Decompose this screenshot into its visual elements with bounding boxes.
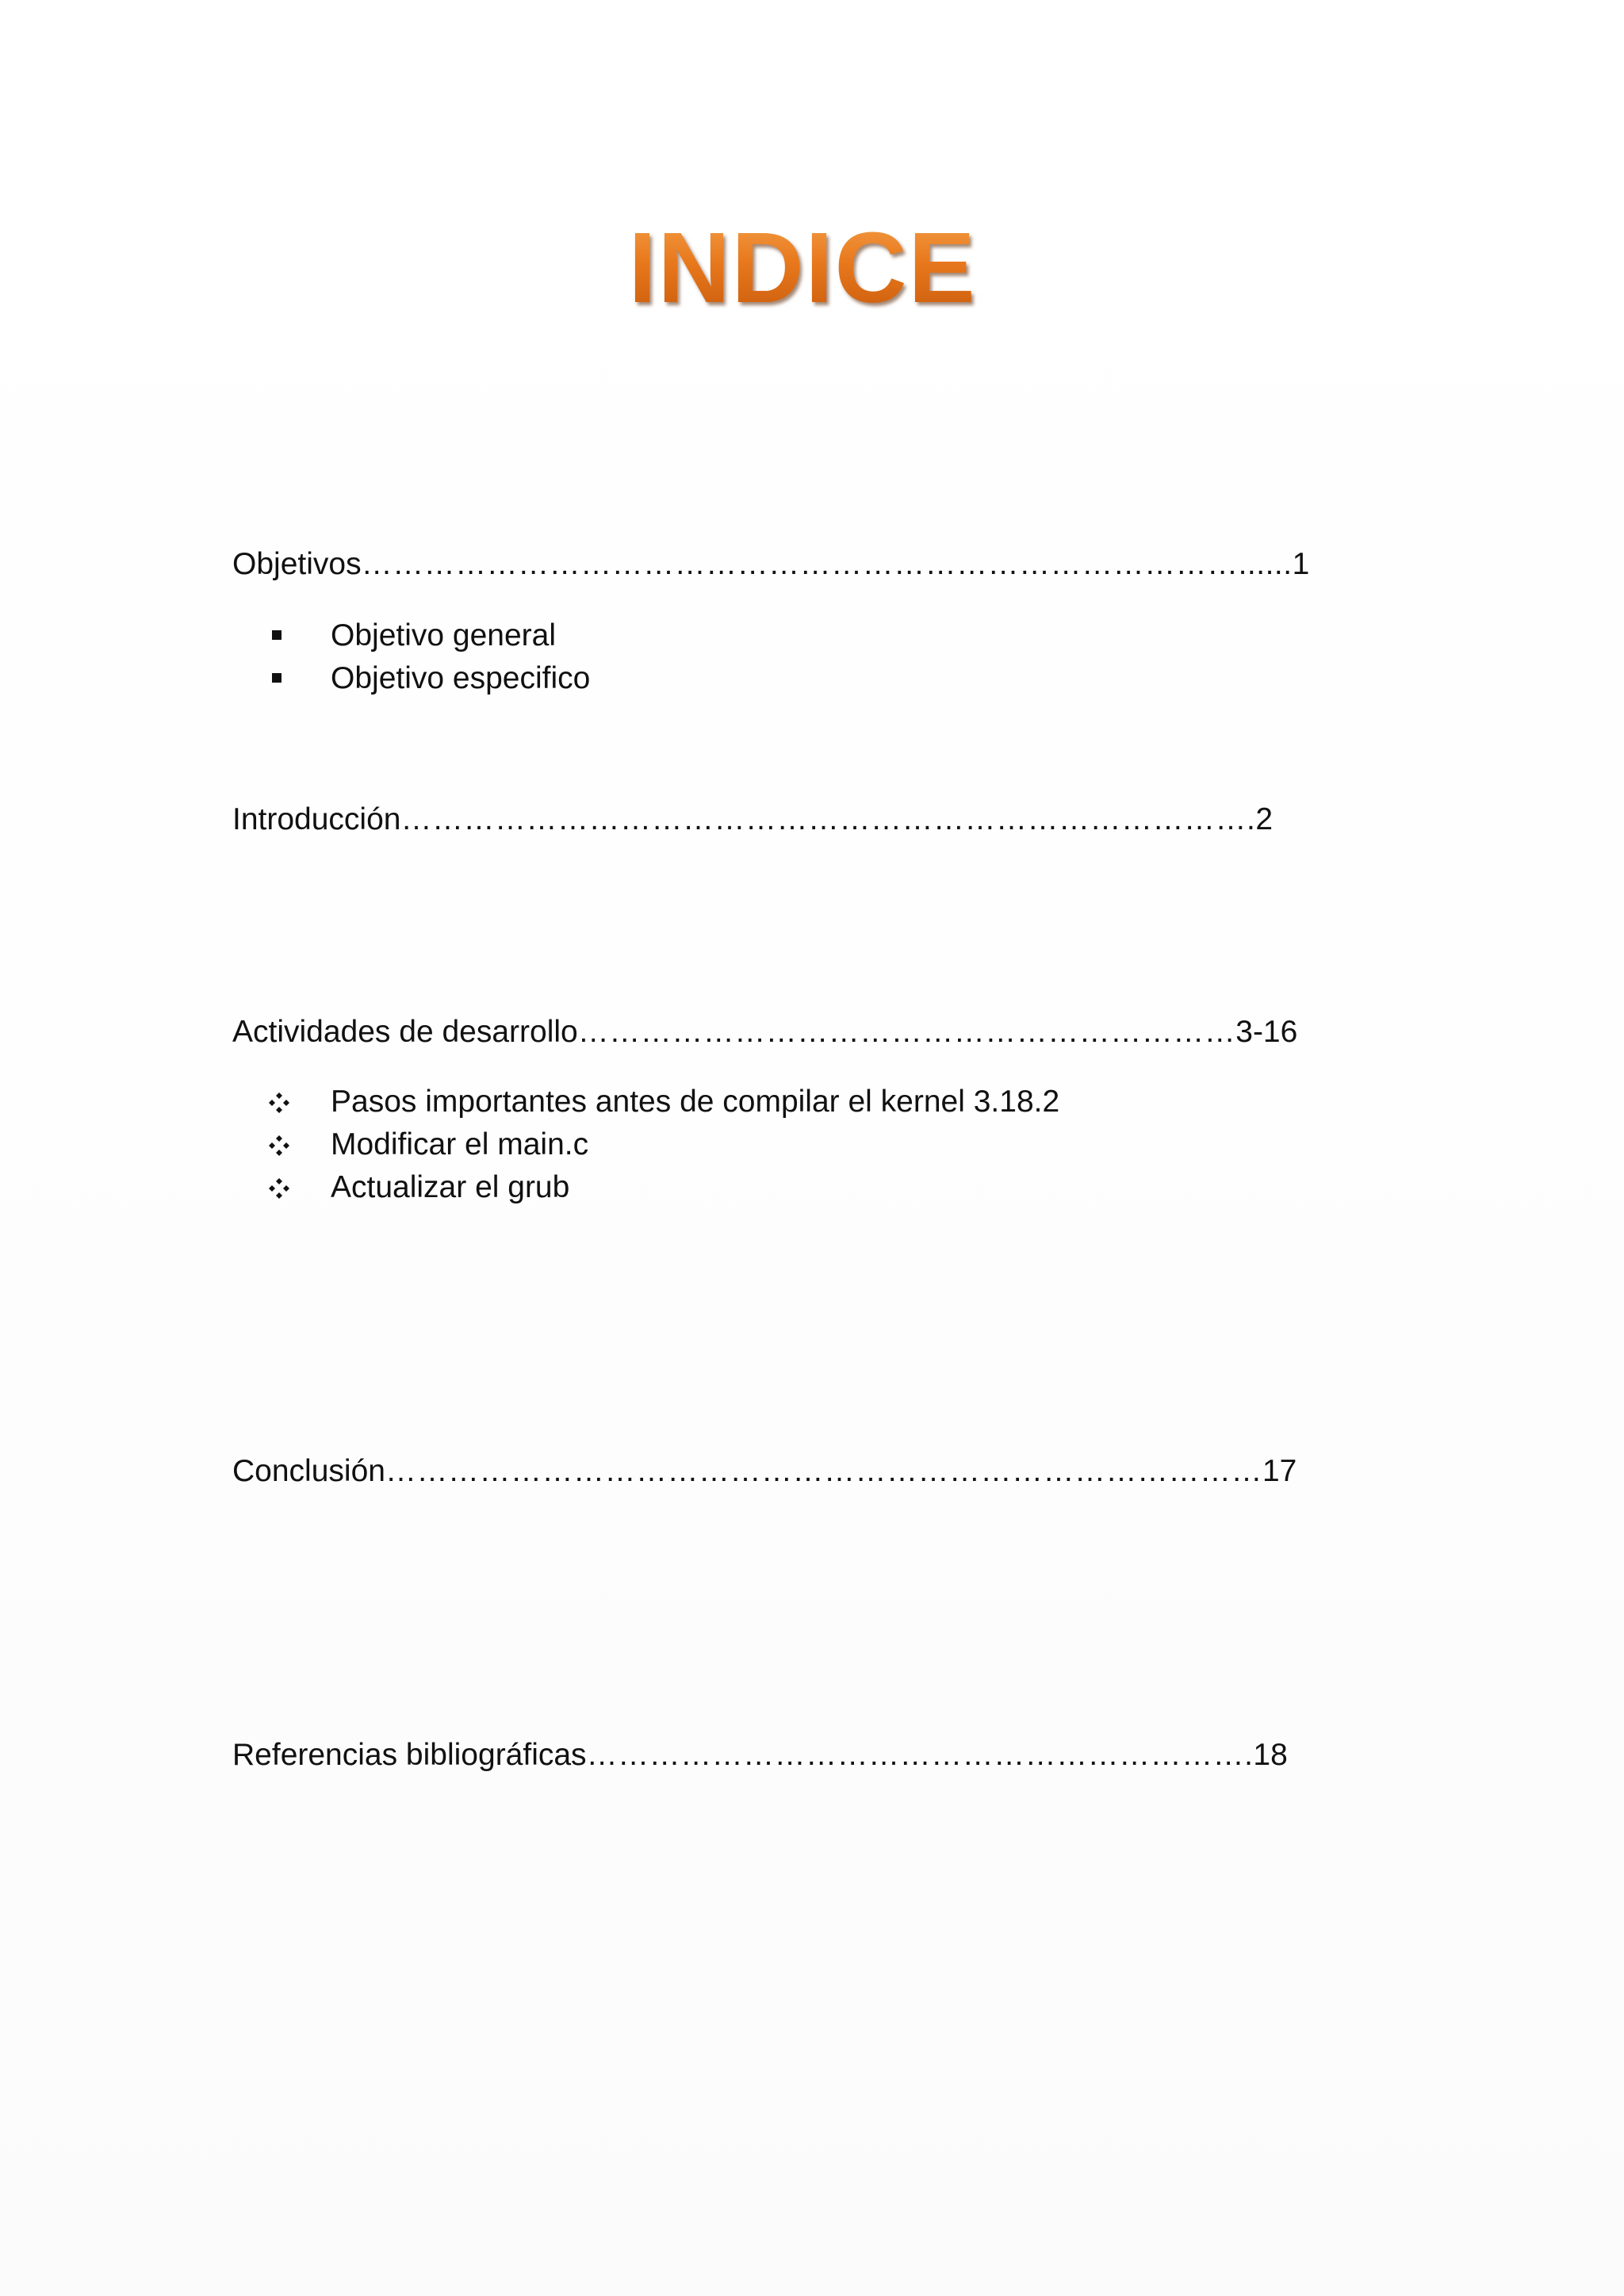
toc-entry-label: Actividades de desarrollo	[232, 1015, 578, 1049]
toc-entry-label: Conclusión	[232, 1454, 385, 1488]
toc-entry-conclusion	[232, 1452, 1297, 1490]
toc-entry-objetivos	[232, 545, 1309, 584]
toc-entry-actividades	[232, 1013, 1297, 1051]
toc-subitem-label: Pasos importantes antes de compilar el kernel 3.18.2	[331, 1085, 1060, 1119]
toc-subitem-label: Actualizar el grub	[331, 1170, 570, 1204]
toc-entry-label: Introducción	[232, 802, 401, 836]
toc-entry-introduccion	[232, 801, 1273, 839]
toc-entry-referencias	[232, 1736, 1288, 1774]
diamond-bullet-icon	[267, 1134, 291, 1158]
toc-subitem-label: Objetivo especifico	[331, 661, 591, 695]
diamond-bullet-icon	[267, 1177, 291, 1200]
toc-dot-leader: ……………………………………………………….	[586, 1738, 1254, 1772]
square-bullet-icon	[272, 630, 282, 640]
toc-dot-leader: ……………………………………………………………………….	[400, 802, 1256, 836]
toc-subitem-label: Objetivo general	[331, 618, 557, 652]
toc-page-number: 1	[1292, 547, 1310, 581]
toc-page-number: 3-16	[1235, 1015, 1298, 1049]
toc-entry-label: Objetivos	[232, 547, 362, 581]
toc-dot-leader: …………………………………………………………………………	[385, 1454, 1262, 1488]
toc-dot-leader: …………………………………………………………………………......	[361, 547, 1293, 581]
toc-page-number: 2	[1255, 802, 1274, 836]
square-bullet-icon	[272, 673, 282, 683]
toc-page-number: 17	[1262, 1454, 1297, 1488]
toc-dot-leader: ………………………………………………………	[577, 1015, 1236, 1049]
toc-subitem-label: Modificar el main.c	[331, 1127, 589, 1161]
page-title: INDICE	[0, 212, 1605, 323]
diamond-bullet-icon	[267, 1091, 291, 1115]
toc-page-number: 18	[1253, 1738, 1288, 1772]
toc-entry-label: Referencias bibliográficas	[232, 1738, 587, 1772]
